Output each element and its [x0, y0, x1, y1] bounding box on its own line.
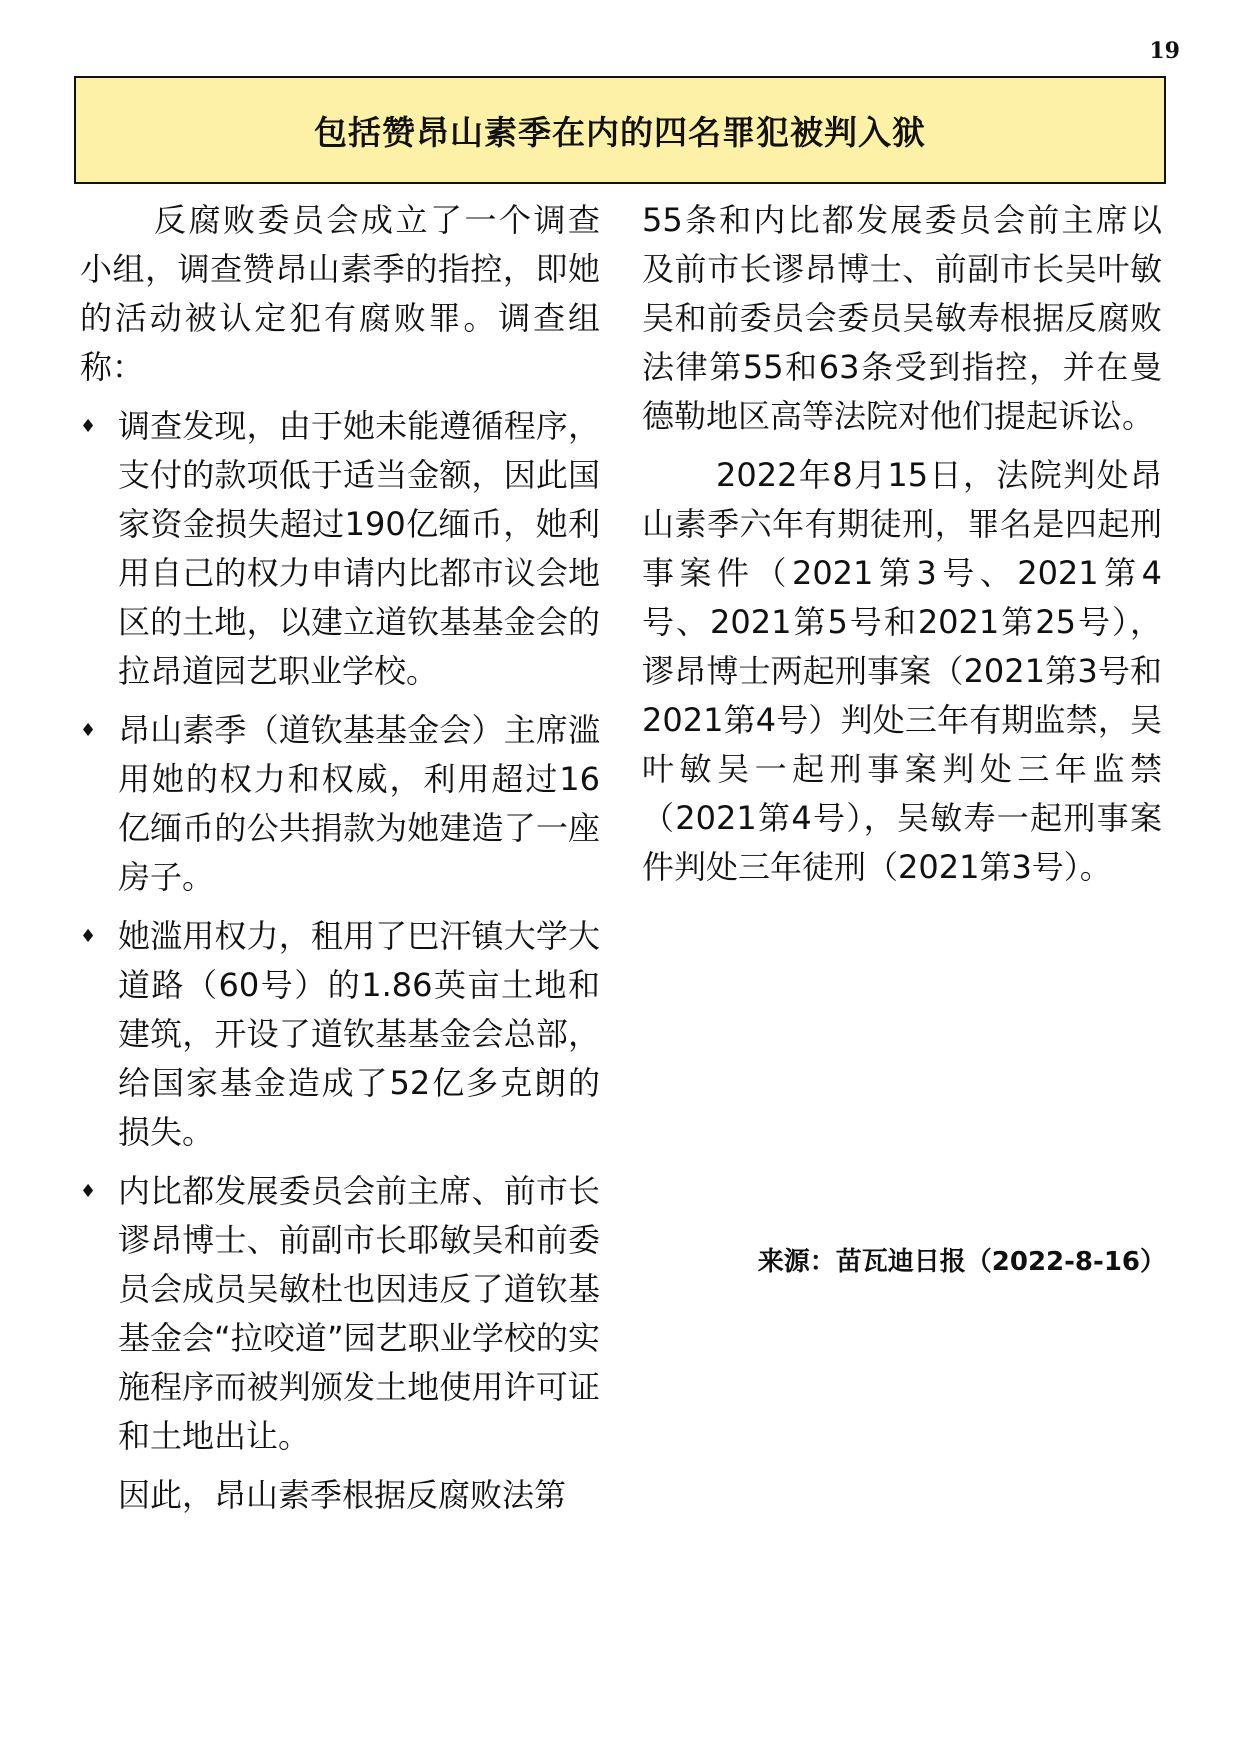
diamond-bullet-icon: ♦ [80, 1181, 97, 1202]
list-item-text: 内比都发展委员会前主席、前市长谬昂博士、前副市长耶敏吴和前委员会成员吴敏杜也因违反了道钦基基金会“拉咬道”园艺职业学校的实施程序而被判颁发土地使用许可证和土地出让。 [118, 1172, 600, 1455]
left-column [80, 196, 600, 1520]
intro-paragraph: 反腐败委员会成立了一个调查小组，调查赞昂山素季的指控，即她的活动被认定犯有腐败罪。调查组称： [80, 201, 600, 386]
list-item [80, 1167, 600, 1461]
verdict-paragraph: 2022年8月15日，法院判处昂山素季六年有期徒刑，罪名是四起刑事案件（2021第3号、2021第4号、2021第5号和2021第25号），谬昂博士两起刑事案（2021第3号和2021第4号）判处三年有期监禁，吴叶敏吴一起刑事案判处三年监禁（2021第4号），吴敏寿一起刑事案件判处三年徒刑（2021第3号）。 [642, 456, 1162, 886]
list-item-text: 调查发现，由于她未能遵循程序，支付的款项低于适当金额，因此国家资金损失超过190亿缅币，她利用自己的权力申请内比都市议会地区的土地，以建立道钦基基金会的拉昂道园艺职业学校。 [118, 407, 600, 690]
diamond-bullet-icon: ♦ [80, 720, 97, 741]
article-title: 包括赞昂山素季在内的四名罪犯被判入狱 [314, 112, 926, 152]
page-number: 19 [1149, 38, 1180, 64]
diamond-bullet-icon: ♦ [80, 926, 97, 947]
title-banner [74, 76, 1166, 184]
list-item [80, 402, 600, 696]
continuation-paragraph: 因此，昂山素季根据反腐败法第 [118, 1476, 567, 1514]
list-item-text: 昂山素季（道钦基基金会）主席滥用她的权力和权威，利用超过16亿缅币的公共捐款为她建造了一座房子。 [118, 711, 600, 896]
list-item [80, 706, 600, 902]
diamond-bullet-icon: ♦ [80, 416, 97, 437]
list-item [80, 912, 600, 1157]
list-item-text: 她滥用权力，租用了巴汗镇大学大道路（60号）的1.86英亩土地和建筑，开设了道钦基基金会总部，给国家基金造成了52亿多克朗的损失。 [118, 917, 600, 1151]
charges-paragraph: 55条和内比都发展委员会前主席以及前市长谬昂博士、前副市长吴叶敏吴和前委员会委员吴敏寿根据反腐败法律第55和63条受到指控，并在曼德勒地区高等法院对他们提起诉讼。 [642, 201, 1162, 435]
right-column [642, 196, 1162, 892]
source-citation: 来源：苗瓦迪日报（2022-8-16） [757, 1247, 1166, 1277]
